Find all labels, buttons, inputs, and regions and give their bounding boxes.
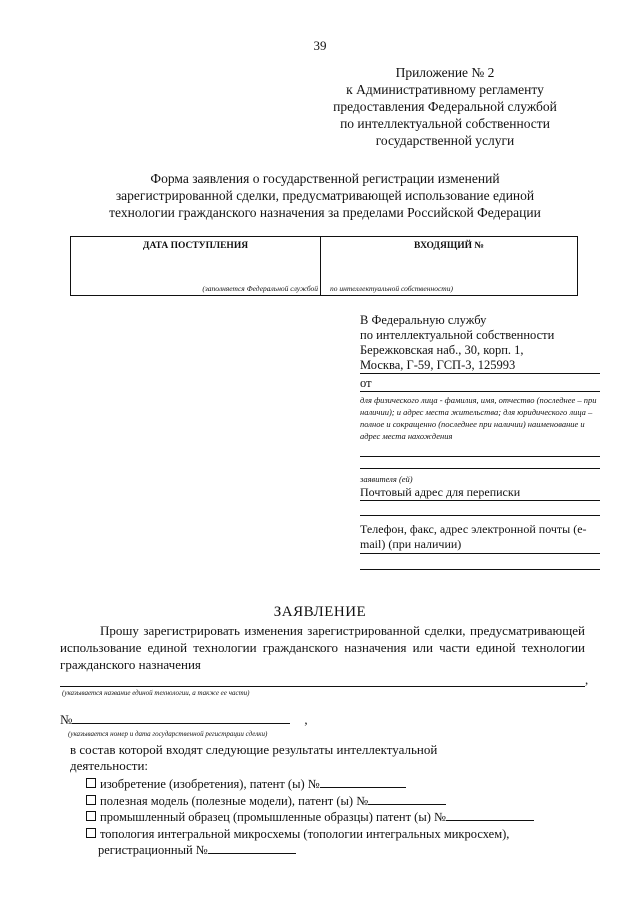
- registration-number-field: [86, 842, 534, 859]
- from-hint: для физического лица - фамилия, имя, отчество (последнее – при наличии); и адрес места жительства; для юридического лица – полное и сокращенно (последнее при наличии) наименование и адрес места нахождения: [360, 395, 597, 441]
- from-blank-line[interactable]: [360, 456, 600, 457]
- list-item: [86, 809, 534, 826]
- list-item: [86, 776, 534, 793]
- postal-address-field[interactable]: [360, 485, 600, 501]
- declaration-title: ЗАЯВЛЕНИЕ: [273, 604, 367, 620]
- postal-blank-line[interactable]: [360, 515, 600, 516]
- annex-heading: [300, 64, 590, 149]
- incoming-number-header: ВХОДЯЩИЙ №: [414, 241, 484, 251]
- deal-number-hint: (указывается номер и дата государственной регистрации сделки): [68, 730, 268, 738]
- deal-number-field[interactable]: № ,: [60, 712, 308, 727]
- postal-address-label: Почтовый адрес для переписки: [360, 485, 521, 499]
- list-item-label: полезная модель (полезные модели), патент (ы) №: [100, 793, 369, 808]
- form-title: [60, 170, 590, 221]
- from-label: от: [360, 376, 372, 390]
- patent-number-blank[interactable]: [320, 787, 406, 788]
- checkbox[interactable]: [86, 811, 96, 821]
- technology-name-hint: (указывается название единой технологии, а также ее части): [62, 689, 250, 697]
- applicant-label: заявителя (ей): [360, 474, 413, 484]
- form-title-line: технологии гражданского назначения за пределами Российской Федерации: [109, 205, 541, 220]
- list-item-label: изобретение (изобретения), патент (ы) №: [100, 777, 320, 791]
- registration-number-label: регистрационный №: [98, 843, 208, 857]
- list-item-label: топология интегральной микросхемы (топологии интегральных микросхем),: [100, 826, 510, 841]
- patent-number-blank[interactable]: [446, 820, 534, 821]
- contacts-blank-line[interactable]: [360, 569, 600, 570]
- declaration-paragraph: Прошу зарегистрировать изменения зарегистрированной сделки, предусматривающей использование единой технологии гражданского назначения или части единой технологии гражданского назначения: [60, 623, 585, 672]
- technology-name-line[interactable]: [60, 686, 585, 687]
- addressee-line: В Федеральную службу: [360, 313, 487, 327]
- contacts-blank-line[interactable]: [360, 553, 600, 554]
- form-title-line: Форма заявления о государственной регистрации изменений: [150, 171, 500, 186]
- intake-box: [70, 236, 578, 296]
- addressee-line: по интеллектуальной собственности: [360, 328, 555, 342]
- results-list: [86, 776, 534, 859]
- date-received-header: ДАТА ПОСТУПЛЕНИЯ: [142, 241, 249, 251]
- patent-number-blank[interactable]: [368, 804, 446, 805]
- checkbox[interactable]: [86, 828, 96, 838]
- checkbox[interactable]: [86, 795, 96, 805]
- annex-line: к Административному регламенту: [346, 82, 544, 97]
- registration-number-blank[interactable]: [208, 853, 296, 854]
- annex-line: государственной услуги: [375, 133, 515, 148]
- deal-number-label: №: [60, 712, 73, 727]
- annex-line: по интеллектуальной собственности: [340, 116, 550, 131]
- deal-number-blank[interactable]: [72, 723, 290, 724]
- intake-note-right: по интеллектуальной собственности): [330, 284, 453, 293]
- composition-text: в состав которой входят следующие результаты интеллектуальной деятельности:: [70, 742, 438, 773]
- annex-line: Приложение № 2: [395, 65, 495, 80]
- form-title-line: зарегистрированной сделки, предусматривающей использование единой: [115, 188, 535, 203]
- addressee-line: Бережковская наб., 30, корп. 1,: [360, 343, 524, 357]
- list-item: [86, 793, 534, 810]
- checkbox[interactable]: [86, 778, 96, 788]
- comma-mark: ,: [585, 672, 589, 687]
- list-item-label: промышленный образец (промышленные образцы) патент (ы) №: [100, 810, 446, 824]
- list-item: [86, 826, 534, 843]
- intake-note-left: (заполняется Федеральной службой: [202, 284, 318, 293]
- addressee-block: [360, 313, 600, 570]
- from-field[interactable]: [360, 376, 600, 392]
- contacts-label: Телефон, факс, адрес электронной почты (e-mail) (при наличии): [360, 522, 587, 551]
- from-blank-line[interactable]: [360, 468, 600, 469]
- page-number: 39: [313, 38, 327, 53]
- annex-line: предоставления Федеральной службой: [333, 99, 557, 114]
- addressee-line: Москва, Г-59, ГСП-3, 125993: [360, 358, 600, 374]
